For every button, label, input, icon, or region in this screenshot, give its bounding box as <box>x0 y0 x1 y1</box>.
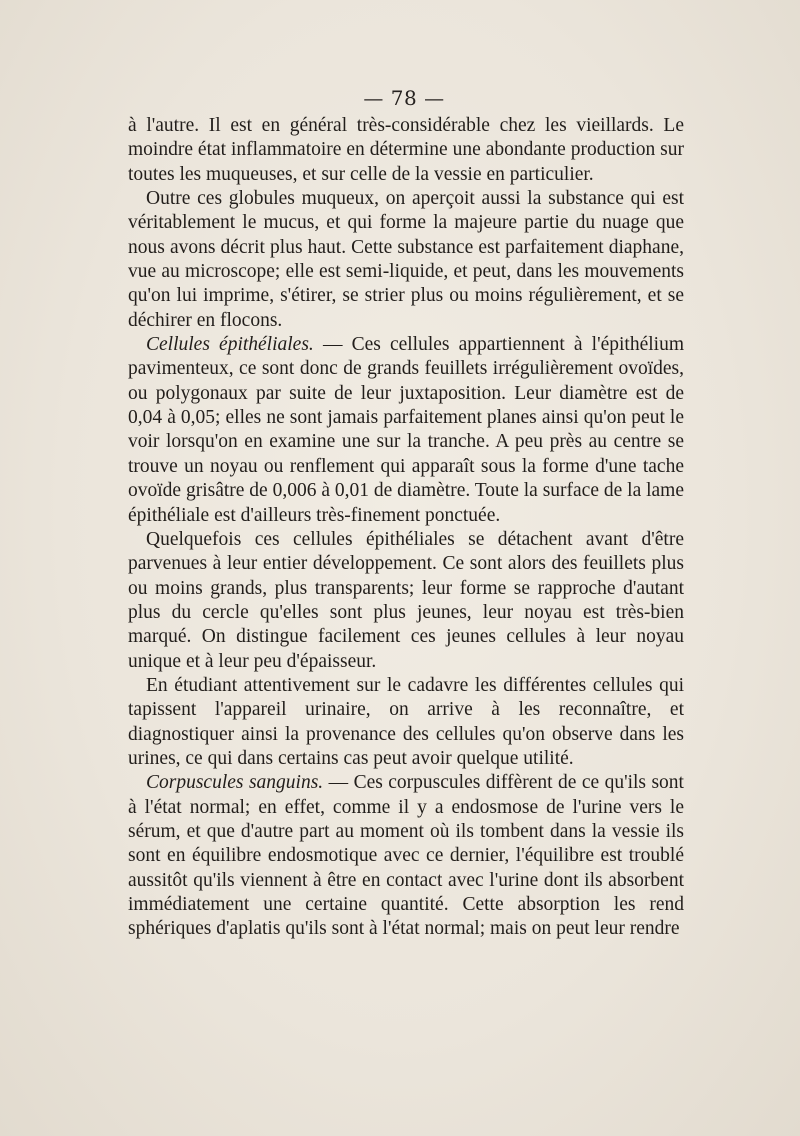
section-heading-corpuscules: Corpuscules sanguins. <box>146 772 324 794</box>
page-number: — 78 — <box>363 86 445 110</box>
section-heading-cellules: Cellules épithéliales. <box>146 334 314 356</box>
body-text <box>128 114 684 942</box>
paragraph-5 <box>128 674 684 771</box>
paragraph-1 <box>128 114 684 187</box>
paragraph-4 <box>128 528 684 674</box>
paragraph-text: — Ces corpuscules diffèrent de ce qu'ils sont à l'état normal; en effet, comme il y a endosmose de l'urine vers le sérum, et que d'autre part au moment où ils tombent dans la vessie ils sont en équilibre endosmotique avec ce dernier, l'équilibre est troublé aussitôt qu'ils viennent à être en contact avec l'urine dont ils absorbent immédiatement une certaine quantité. Cette absorption les rend sphériques d'aplatis qu'ils sont à l'état normal; mais on peut leur rendre <box>128 772 684 940</box>
paragraph-text: — Ces cellules appartiennent à l'épithélium pavimenteux, ce sont donc de grands feuillets irrégulièrement ovoïdes, ou polygonaux par suite de leur juxtaposition. Leur diamètre est de 0,04 à 0,05; elles ne sont jamais parfaitement planes ainsi qu'on peut le voir lorsqu'on en examine une sur la tranche. A peu près au centre se trouve un noyau ou renflement qui apparaît sous la forme d'une tache ovoïde grisâtre de 0,006 à 0,01 de diamètre. Toute la surface de la lame épithéliale est d'ailleurs très-finement ponctuée. <box>128 334 684 526</box>
paragraph-text: En étudiant attentivement sur le cadavre les différentes cellules qui tapissent l'appareil urinaire, on arrive à les reconnaître, et diagnostiquer ainsi la provenance des cellules qu'on observe dans les urines, ce qui dans certains cas peut avoir quelque utilité. <box>128 674 684 769</box>
paragraph-2 <box>128 187 684 333</box>
paragraph-text: à l'autre. Il est en général très-considérable chez les vieillards. Le moindre état inflammatoire en détermine une abondante production sur toutes les muqueuses, et sur celle de la vessie en particulier. <box>128 115 684 185</box>
paragraph-text: Quelquefois ces cellules épithéliales se détachent avant d'être parvenues à leur entier développement. Ce sont alors des feuillets plus ou moins grands, plus transparents; leur forme se rapproche d'autant plus du cercle qu'elles sont plus jeunes, leur noyau est très-bien marqué. On distingue facilement ces jeunes cellules à leur noyau unique et à leur peu d'épaisseur. <box>128 528 684 672</box>
paragraph-text: Outre ces globules muqueux, on aperçoit aussi la substance qui est véritablement le mucus, et qui forme la majeure partie du nuage que nous avons décrit plus haut. Cette substance est parfaitement diaphane, vue au microscope; elle est semi-liquide, et peut, dans les mouvements qu'on lui imprime, s'étirer, se strier plus ou moins régulièrement, et se déchirer en flocons. <box>128 188 684 331</box>
paragraph-3 <box>128 333 684 528</box>
paragraph-6 <box>128 771 684 941</box>
